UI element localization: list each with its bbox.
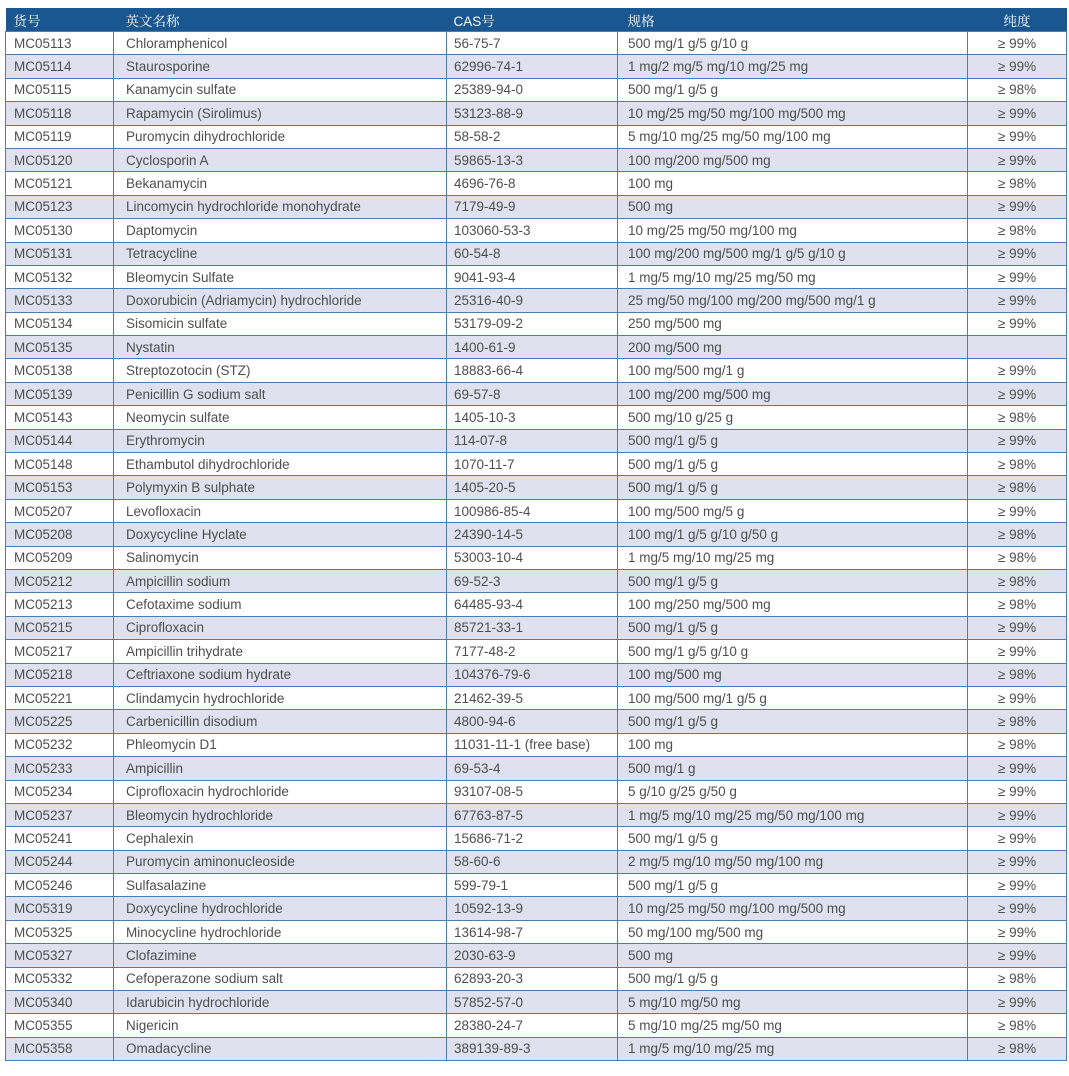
cas-number-cell: 2030-63-9 xyxy=(447,944,618,967)
catalog-number-cell: MC05139 xyxy=(6,382,114,405)
column-header-catalog-number: 货号 xyxy=(6,8,114,32)
specification-cell: 10 mg/25 mg/50 mg/100 mg/500 mg xyxy=(618,102,968,125)
english-name-cell: Cyclosporin A xyxy=(114,148,447,171)
table-row xyxy=(6,780,1067,803)
catalog-number-cell: MC05217 xyxy=(6,640,114,663)
catalog-number-cell: MC05121 xyxy=(6,172,114,195)
specification-cell: 10 mg/25 mg/50 mg/100 mg/500 mg xyxy=(618,897,968,920)
cas-number-cell: 10592-13-9 xyxy=(447,897,618,920)
english-name-cell: Ampicillin xyxy=(114,757,447,780)
purity-cell: ≥ 98% xyxy=(968,476,1067,499)
specification-cell: 500 mg/1 g xyxy=(618,757,968,780)
cas-number-cell: 1405-10-3 xyxy=(447,406,618,429)
cas-number-cell: 67763-87-5 xyxy=(447,803,618,826)
catalog-number-cell: MC05118 xyxy=(6,102,114,125)
catalog-number-cell: MC05131 xyxy=(6,242,114,265)
specification-cell: 500 mg/1 g/5 g xyxy=(618,616,968,639)
specification-cell: 100 mg/500 mg xyxy=(618,663,968,686)
purity-cell: ≥ 99% xyxy=(968,148,1067,171)
catalog-number-cell: MC05218 xyxy=(6,663,114,686)
cas-number-cell: 69-53-4 xyxy=(447,757,618,780)
english-name-cell: Ampicillin trihydrate xyxy=(114,640,447,663)
catalog-number-cell: MC05221 xyxy=(6,686,114,709)
english-name-cell: Polymyxin B sulphate xyxy=(114,476,447,499)
catalog-number-cell: MC05138 xyxy=(6,359,114,382)
cas-number-cell: 1405-20-5 xyxy=(447,476,618,499)
table-row xyxy=(6,569,1067,592)
purity-cell: ≥ 99% xyxy=(968,499,1067,522)
cas-number-cell: 56-75-7 xyxy=(447,32,618,55)
english-name-cell: Tetracycline xyxy=(114,242,447,265)
catalog-number-cell: MC05207 xyxy=(6,499,114,522)
table-row xyxy=(6,499,1067,522)
specification-cell: 500 mg/1 g/5 g xyxy=(618,453,968,476)
cas-number-cell: 103060-53-3 xyxy=(447,219,618,242)
english-name-cell: Bleomycin hydrochloride xyxy=(114,803,447,826)
catalog-number-cell: MC05340 xyxy=(6,991,114,1014)
cas-number-cell: 60-54-8 xyxy=(447,242,618,265)
purity-cell xyxy=(968,336,1067,359)
table-row xyxy=(6,429,1067,452)
table-row xyxy=(6,710,1067,733)
table-row xyxy=(6,195,1067,218)
cas-number-cell: 85721-33-1 xyxy=(447,616,618,639)
column-header-purity: 纯度 xyxy=(968,8,1067,32)
english-name-cell: Doxycycline Hyclate xyxy=(114,523,447,546)
specification-cell: 100 mg/200 mg/500 mg xyxy=(618,148,968,171)
cas-number-cell: 25389-94-0 xyxy=(447,78,618,101)
purity-cell: ≥ 98% xyxy=(968,78,1067,101)
purity-cell: ≥ 99% xyxy=(968,32,1067,55)
specification-cell: 10 mg/25 mg/50 mg/100 mg xyxy=(618,219,968,242)
purity-cell: ≥ 99% xyxy=(968,102,1067,125)
cas-number-cell: 21462-39-5 xyxy=(447,686,618,709)
catalog-number-cell: MC05213 xyxy=(6,593,114,616)
english-name-cell: Erythromycin xyxy=(114,429,447,452)
english-name-cell: Doxorubicin (Adriamycin) hydrochloride xyxy=(114,289,447,312)
table-row xyxy=(6,32,1067,55)
table-row xyxy=(6,733,1067,756)
table-row xyxy=(6,172,1067,195)
english-name-cell: Levofloxacin xyxy=(114,499,447,522)
purity-cell: ≥ 99% xyxy=(968,944,1067,967)
english-name-cell: Ethambutol dihydrochloride xyxy=(114,453,447,476)
purity-cell: ≥ 98% xyxy=(968,733,1067,756)
english-name-cell: Phleomycin D1 xyxy=(114,733,447,756)
purity-cell: ≥ 99% xyxy=(968,195,1067,218)
english-name-cell: Puromycin aminonucleoside xyxy=(114,850,447,873)
specification-cell: 100 mg xyxy=(618,733,968,756)
table-row xyxy=(6,359,1067,382)
table-row xyxy=(6,546,1067,569)
column-header-english-name: 英文名称 xyxy=(114,8,447,32)
specification-cell: 500 mg/1 g/5 g xyxy=(618,827,968,850)
english-name-cell: Minocycline hydrochloride xyxy=(114,920,447,943)
catalog-number-cell: MC05123 xyxy=(6,195,114,218)
table-row xyxy=(6,523,1067,546)
table-row xyxy=(6,55,1067,78)
english-name-cell: Salinomycin xyxy=(114,546,447,569)
specification-cell: 250 mg/500 mg xyxy=(618,312,968,335)
catalog-number-cell: MC05327 xyxy=(6,944,114,967)
catalog-number-cell: MC05358 xyxy=(6,1037,114,1060)
table-row xyxy=(6,382,1067,405)
purity-cell: ≥ 99% xyxy=(968,920,1067,943)
catalog-number-cell: MC05132 xyxy=(6,265,114,288)
table-row xyxy=(6,686,1067,709)
catalog-number-cell: MC05148 xyxy=(6,453,114,476)
english-name-cell: Sulfasalazine xyxy=(114,874,447,897)
specification-cell: 500 mg/1 g/5 g xyxy=(618,569,968,592)
product-catalog-page xyxy=(5,8,1066,1061)
catalog-number-cell: MC05120 xyxy=(6,148,114,171)
catalog-number-cell: MC05325 xyxy=(6,920,114,943)
purity-cell: ≥ 99% xyxy=(968,803,1067,826)
table-row xyxy=(6,312,1067,335)
specification-cell: 5 mg/10 mg/25 mg/50 mg/100 mg xyxy=(618,125,968,148)
catalog-number-cell: MC05115 xyxy=(6,78,114,101)
english-name-cell: Staurosporine xyxy=(114,55,447,78)
purity-cell: ≥ 99% xyxy=(968,265,1067,288)
cas-number-cell: 59865-13-3 xyxy=(447,148,618,171)
catalog-number-cell: MC05246 xyxy=(6,874,114,897)
table-row xyxy=(6,944,1067,967)
cas-number-cell: 104376-79-6 xyxy=(447,663,618,686)
table-row xyxy=(6,476,1067,499)
cas-number-cell: 69-52-3 xyxy=(447,569,618,592)
purity-cell: ≥ 99% xyxy=(968,312,1067,335)
cas-number-cell: 18883-66-4 xyxy=(447,359,618,382)
purity-cell: ≥ 98% xyxy=(968,1037,1067,1060)
specification-cell: 5 mg/10 mg/50 mg xyxy=(618,991,968,1014)
english-name-cell: Bekanamycin xyxy=(114,172,447,195)
cas-number-cell: 4696-76-8 xyxy=(447,172,618,195)
cas-number-cell: 7177-48-2 xyxy=(447,640,618,663)
catalog-number-cell: MC05143 xyxy=(6,406,114,429)
purity-cell: ≥ 98% xyxy=(968,593,1067,616)
specification-cell: 2 mg/5 mg/10 mg/50 mg/100 mg xyxy=(618,850,968,873)
specification-cell: 200 mg/500 mg xyxy=(618,336,968,359)
specification-cell: 500 mg/1 g/5 g/10 g xyxy=(618,640,968,663)
purity-cell: ≥ 99% xyxy=(968,991,1067,1014)
catalog-number-cell: MC05208 xyxy=(6,523,114,546)
table-row xyxy=(6,757,1067,780)
purity-cell: ≥ 99% xyxy=(968,289,1067,312)
catalog-number-cell: MC05241 xyxy=(6,827,114,850)
english-name-cell: Sisomicin sulfate xyxy=(114,312,447,335)
cas-number-cell: 53003-10-4 xyxy=(447,546,618,569)
cas-number-cell: 53179-09-2 xyxy=(447,312,618,335)
table-row xyxy=(6,897,1067,920)
cas-number-cell: 28380-24-7 xyxy=(447,1014,618,1037)
catalog-number-cell: MC05225 xyxy=(6,710,114,733)
purity-cell: ≥ 99% xyxy=(968,874,1067,897)
table-row xyxy=(6,991,1067,1014)
specification-cell: 100 mg/500 mg/1 g/5 g xyxy=(618,686,968,709)
specification-cell: 100 mg xyxy=(618,172,968,195)
english-name-cell: Cefoperazone sodium salt xyxy=(114,967,447,990)
english-name-cell: Daptomycin xyxy=(114,219,447,242)
purity-cell: ≥ 98% xyxy=(968,1014,1067,1037)
table-header-row xyxy=(6,8,1067,32)
purity-cell: ≥ 99% xyxy=(968,55,1067,78)
cas-number-cell: 69-57-8 xyxy=(447,382,618,405)
cas-number-cell: 93107-08-5 xyxy=(447,780,618,803)
purity-cell: ≥ 99% xyxy=(968,757,1067,780)
cas-number-cell: 62893-20-3 xyxy=(447,967,618,990)
english-name-cell: Kanamycin sulfate xyxy=(114,78,447,101)
catalog-number-cell: MC05144 xyxy=(6,429,114,452)
english-name-cell: Clofazimine xyxy=(114,944,447,967)
catalog-number-cell: MC05212 xyxy=(6,569,114,592)
table-row xyxy=(6,803,1067,826)
purity-cell: ≥ 99% xyxy=(968,429,1067,452)
table-row xyxy=(6,78,1067,101)
purity-cell: ≥ 98% xyxy=(968,569,1067,592)
purity-cell: ≥ 98% xyxy=(968,523,1067,546)
cas-number-cell: 4800-94-6 xyxy=(447,710,618,733)
table-row xyxy=(6,102,1067,125)
cas-number-cell: 58-60-6 xyxy=(447,850,618,873)
specification-cell: 50 mg/100 mg/500 mg xyxy=(618,920,968,943)
table-body xyxy=(6,32,1067,1061)
purity-cell: ≥ 99% xyxy=(968,242,1067,265)
english-name-cell: Nystatin xyxy=(114,336,447,359)
specification-cell: 1 mg/2 mg/5 mg/10 mg/25 mg xyxy=(618,55,968,78)
specification-cell: 500 mg/10 g/25 g xyxy=(618,406,968,429)
english-name-cell: Chloramphenicol xyxy=(114,32,447,55)
cas-number-cell: 100986-85-4 xyxy=(447,499,618,522)
purity-cell: ≥ 98% xyxy=(968,546,1067,569)
table-row xyxy=(6,125,1067,148)
catalog-number-cell: MC05113 xyxy=(6,32,114,55)
purity-cell: ≥ 99% xyxy=(968,640,1067,663)
purity-cell: ≥ 99% xyxy=(968,382,1067,405)
table-row xyxy=(6,148,1067,171)
catalog-number-cell: MC05134 xyxy=(6,312,114,335)
catalog-number-cell: MC05233 xyxy=(6,757,114,780)
english-name-cell: Cefotaxime sodium xyxy=(114,593,447,616)
english-name-cell: Ciprofloxacin hydrochloride xyxy=(114,780,447,803)
table-row xyxy=(6,640,1067,663)
cas-number-cell: 11031-11-1 (free base) xyxy=(447,733,618,756)
specification-cell: 100 mg/1 g/5 g/10 g/50 g xyxy=(618,523,968,546)
purity-cell: ≥ 99% xyxy=(968,827,1067,850)
table-row xyxy=(6,336,1067,359)
cas-number-cell: 62996-74-1 xyxy=(447,55,618,78)
english-name-cell: Ceftriaxone sodium hydrate xyxy=(114,663,447,686)
purity-cell: ≥ 98% xyxy=(968,710,1067,733)
cas-number-cell: 15686-71-2 xyxy=(447,827,618,850)
specification-cell: 1 mg/5 mg/10 mg/25 mg/50 mg xyxy=(618,265,968,288)
purity-cell: ≥ 98% xyxy=(968,219,1067,242)
catalog-number-cell: MC05319 xyxy=(6,897,114,920)
purity-cell: ≥ 98% xyxy=(968,967,1067,990)
catalog-number-cell: MC05133 xyxy=(6,289,114,312)
table-row xyxy=(6,1014,1067,1037)
purity-cell: ≥ 99% xyxy=(968,359,1067,382)
english-name-cell: Nigericin xyxy=(114,1014,447,1037)
product-table xyxy=(5,8,1067,1061)
catalog-number-cell: MC05244 xyxy=(6,850,114,873)
specification-cell: 1 mg/5 mg/10 mg/25 mg xyxy=(618,1037,968,1060)
specification-cell: 100 mg/250 mg/500 mg xyxy=(618,593,968,616)
table-row xyxy=(6,219,1067,242)
purity-cell: ≥ 99% xyxy=(968,897,1067,920)
table-row xyxy=(6,616,1067,639)
specification-cell: 500 mg/1 g/5 g xyxy=(618,710,968,733)
catalog-number-cell: MC05355 xyxy=(6,1014,114,1037)
english-name-cell: Doxycycline hydrochloride xyxy=(114,897,447,920)
catalog-number-cell: MC05119 xyxy=(6,125,114,148)
purity-cell: ≥ 99% xyxy=(968,125,1067,148)
specification-cell: 500 mg/1 g/5 g xyxy=(618,78,968,101)
column-header-specification: 规格 xyxy=(618,8,968,32)
cas-number-cell: 53123-88-9 xyxy=(447,102,618,125)
purity-cell: ≥ 99% xyxy=(968,686,1067,709)
table-row xyxy=(6,663,1067,686)
cas-number-cell: 24390-14-5 xyxy=(447,523,618,546)
table-row xyxy=(6,289,1067,312)
specification-cell: 500 mg/1 g/5 g/10 g xyxy=(618,32,968,55)
specification-cell: 100 mg/500 mg/1 g xyxy=(618,359,968,382)
table-row xyxy=(6,406,1067,429)
table-row xyxy=(6,593,1067,616)
english-name-cell: Ciprofloxacin xyxy=(114,616,447,639)
purity-cell: ≥ 98% xyxy=(968,663,1067,686)
specification-cell: 5 mg/10 mg/25 mg/50 mg xyxy=(618,1014,968,1037)
table-row xyxy=(6,874,1067,897)
table-header xyxy=(6,8,1067,32)
cas-number-cell: 25316-40-9 xyxy=(447,289,618,312)
english-name-cell: Penicillin G sodium salt xyxy=(114,382,447,405)
table-row xyxy=(6,1037,1067,1060)
cas-number-cell: 58-58-2 xyxy=(447,125,618,148)
english-name-cell: Carbenicillin disodium xyxy=(114,710,447,733)
specification-cell: 500 mg/1 g/5 g xyxy=(618,967,968,990)
specification-cell: 100 mg/500 mg/5 g xyxy=(618,499,968,522)
purity-cell: ≥ 99% xyxy=(968,616,1067,639)
specification-cell: 500 mg xyxy=(618,195,968,218)
english-name-cell: Bleomycin Sulfate xyxy=(114,265,447,288)
table-row xyxy=(6,265,1067,288)
cas-number-cell: 64485-93-4 xyxy=(447,593,618,616)
cas-number-cell: 57852-57-0 xyxy=(447,991,618,1014)
table-row xyxy=(6,453,1067,476)
english-name-cell: Streptozotocin (STZ) xyxy=(114,359,447,382)
catalog-number-cell: MC05237 xyxy=(6,803,114,826)
cas-number-cell: 13614-98-7 xyxy=(447,920,618,943)
english-name-cell: Omadacycline xyxy=(114,1037,447,1060)
table-row xyxy=(6,967,1067,990)
specification-cell: 5 g/10 g/25 g/50 g xyxy=(618,780,968,803)
english-name-cell: Idarubicin hydrochloride xyxy=(114,991,447,1014)
specification-cell: 500 mg xyxy=(618,944,968,967)
table-row xyxy=(6,920,1067,943)
cas-number-cell: 389139-89-3 xyxy=(447,1037,618,1060)
catalog-number-cell: MC05130 xyxy=(6,219,114,242)
catalog-number-cell: MC05332 xyxy=(6,967,114,990)
purity-cell: ≥ 99% xyxy=(968,850,1067,873)
catalog-number-cell: MC05153 xyxy=(6,476,114,499)
english-name-cell: Rapamycin (Sirolimus) xyxy=(114,102,447,125)
english-name-cell: Cephalexin xyxy=(114,827,447,850)
catalog-number-cell: MC05209 xyxy=(6,546,114,569)
specification-cell: 1 mg/5 mg/10 mg/25 mg xyxy=(618,546,968,569)
english-name-cell: Lincomycin hydrochloride monohydrate xyxy=(114,195,447,218)
specification-cell: 25 mg/50 mg/100 mg/200 mg/500 mg/1 g xyxy=(618,289,968,312)
cas-number-cell: 599-79-1 xyxy=(447,874,618,897)
english-name-cell: Puromycin dihydrochloride xyxy=(114,125,447,148)
table-row xyxy=(6,827,1067,850)
cas-number-cell: 1400-61-9 xyxy=(447,336,618,359)
cas-number-cell: 114-07-8 xyxy=(447,429,618,452)
cas-number-cell: 7179-49-9 xyxy=(447,195,618,218)
purity-cell: ≥ 98% xyxy=(968,453,1067,476)
table-row xyxy=(6,850,1067,873)
purity-cell: ≥ 99% xyxy=(968,780,1067,803)
catalog-number-cell: MC05232 xyxy=(6,733,114,756)
specification-cell: 1 mg/5 mg/10 mg/25 mg/50 mg/100 mg xyxy=(618,803,968,826)
specification-cell: 100 mg/200 mg/500 mg/1 g/5 g/10 g xyxy=(618,242,968,265)
catalog-number-cell: MC05215 xyxy=(6,616,114,639)
english-name-cell: Clindamycin hydrochloride xyxy=(114,686,447,709)
purity-cell: ≥ 98% xyxy=(968,406,1067,429)
purity-cell: ≥ 98% xyxy=(968,172,1067,195)
catalog-number-cell: MC05135 xyxy=(6,336,114,359)
specification-cell: 500 mg/1 g/5 g xyxy=(618,476,968,499)
column-header-cas-number: CAS号 xyxy=(447,8,618,32)
catalog-number-cell: MC05234 xyxy=(6,780,114,803)
cas-number-cell: 1070-11-7 xyxy=(447,453,618,476)
table-row xyxy=(6,242,1067,265)
cas-number-cell: 9041-93-4 xyxy=(447,265,618,288)
english-name-cell: Neomycin sulfate xyxy=(114,406,447,429)
specification-cell: 100 mg/200 mg/500 mg xyxy=(618,382,968,405)
catalog-number-cell: MC05114 xyxy=(6,55,114,78)
specification-cell: 500 mg/1 g/5 g xyxy=(618,429,968,452)
specification-cell: 500 mg/1 g/5 g xyxy=(618,874,968,897)
english-name-cell: Ampicillin sodium xyxy=(114,569,447,592)
